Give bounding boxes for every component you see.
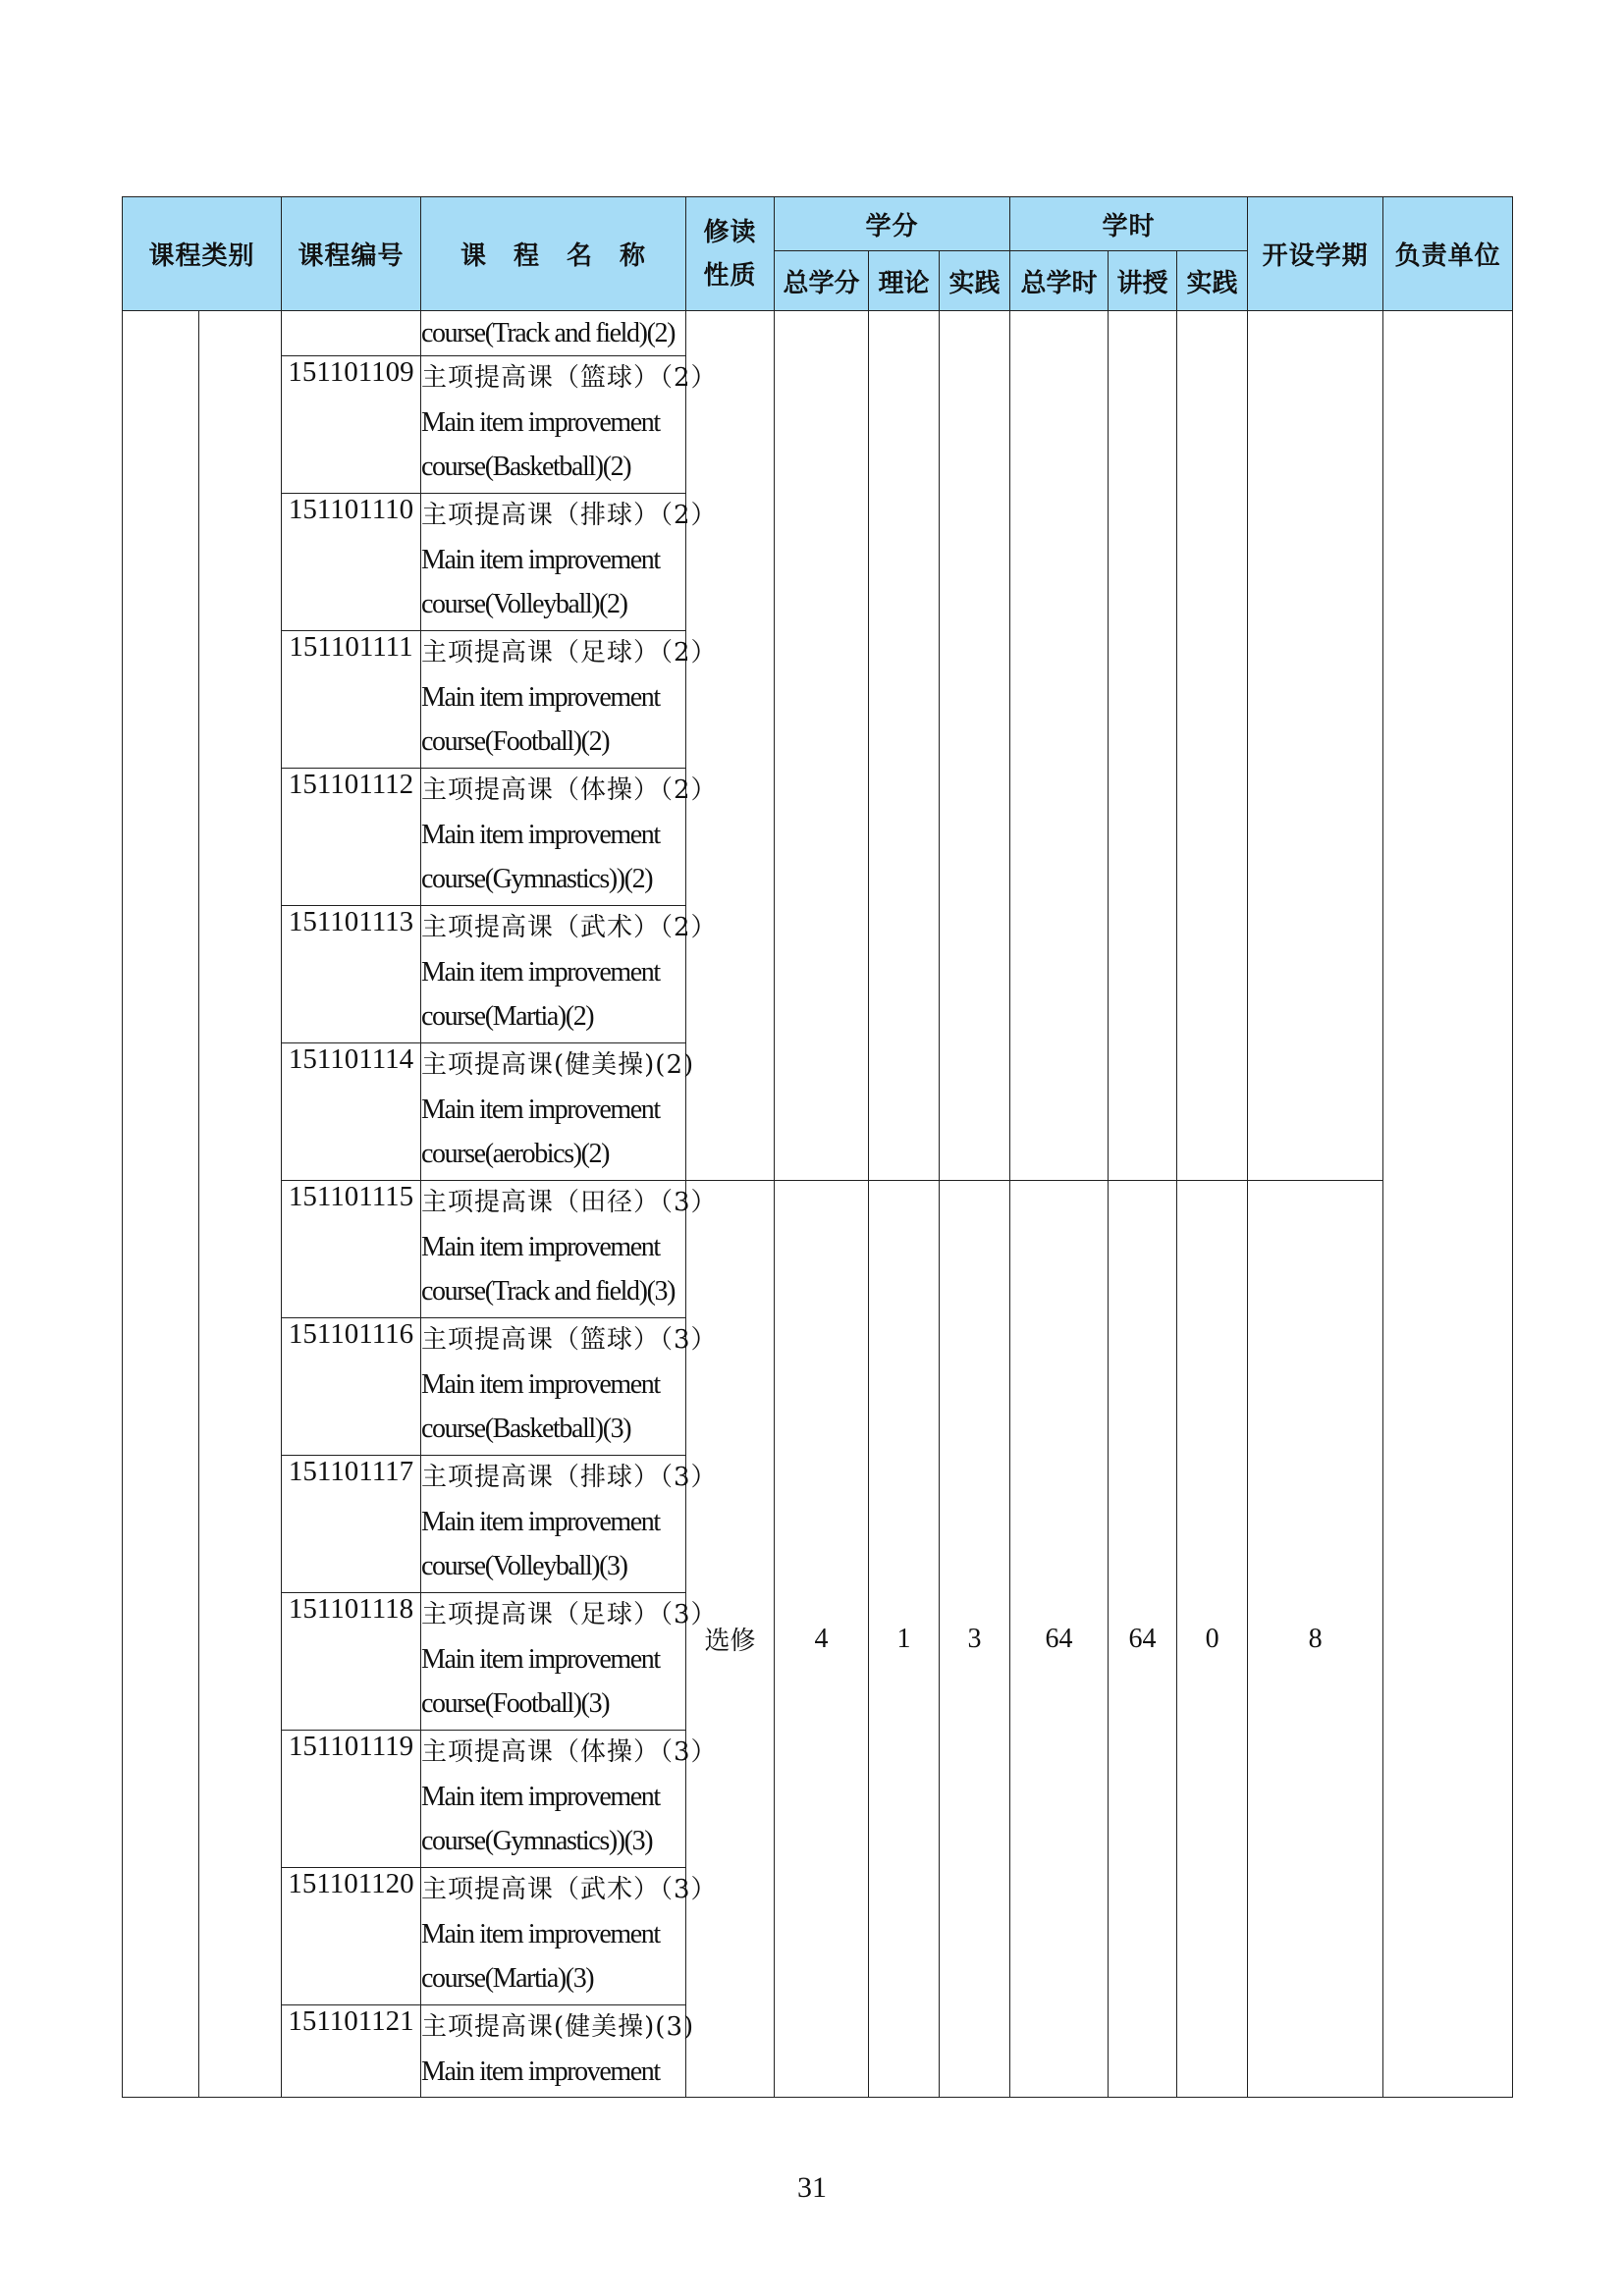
course-code: 151101110 [282,494,421,631]
course-code: 151101121 [282,2005,421,2098]
course-code: 151101117 [282,1456,421,1593]
header-credits-total: 总学分 [775,251,869,311]
course-name-en: course(Basketball)(3) [421,1414,631,1444]
hours-lecture-cell [1109,311,1177,1181]
course-code: 151101118 [282,1593,421,1731]
credits-total-value: 4 [775,1181,869,2098]
hours-practice-value: 0 [1177,1181,1248,2098]
course-name-cn: 主项提高课（体操）（2） [421,775,718,805]
course-name-en: course(Track and field)(3) [421,1276,676,1307]
subcategory-cell [199,311,282,2098]
course-name-cell [421,356,718,494]
credits-theory-value: 1 [869,1181,940,2098]
course-name-en: course(Volleyball)(2) [421,589,627,619]
credits-practice-value: 3 [940,1181,1010,2098]
course-name-en: Main item improvement [421,1095,660,1125]
course-name-en: Main item improvement [421,1919,660,1949]
course-name-cn: 主项提高课（排球）（2） [421,501,718,530]
credits-total-cell [775,311,869,1181]
course-name-cn: 主项提高课（篮球）（2） [421,363,718,393]
course-name-cell [421,1593,718,1731]
course-name-cell [421,631,718,769]
header-hours: 学时 [1010,197,1248,251]
course-name-en: Main item improvement [421,2056,660,2087]
course-name-cn: 主项提高课（足球）（3） [421,1600,718,1629]
course-code: 151101120 [282,1868,421,2005]
course-code: 151101114 [282,1043,421,1181]
course-name-en: course(aerobics)(2) [421,1139,610,1169]
header-credits-practice: 实践 [940,251,1010,311]
page-number: 31 [797,2171,827,2204]
course-code: 151101119 [282,1731,421,1868]
course-name-en: Main item improvement [421,545,660,575]
course-code: 151101109 [282,356,421,494]
course-name-cell [421,1043,695,1181]
course-name-cn: 主项提高课（武术）（3） [421,1875,718,1904]
credits-practice-cell [940,311,1010,1181]
course-code: 151101116 [282,1318,421,1456]
course-name-en: Main item improvement [421,407,660,438]
course-name-en: course(Gymnastics))(3) [421,1826,653,1856]
semester-value: 8 [1248,1181,1383,2098]
course-name-en: course(Basketball)(2) [421,452,631,482]
course-code: 151101112 [282,769,421,906]
header-course-code: 课程编号 [282,197,421,311]
course-name-cell [421,311,686,356]
course-name-en: course(Volleyball)(3) [421,1551,627,1581]
course-name-cell [421,2005,695,2098]
course-name-en: course(Track and field)(2) [421,318,676,348]
header-hours-total: 总学时 [1010,251,1109,311]
course-name-cn: 主项提高课（武术）（2） [421,913,718,942]
course-name-cell [421,494,718,631]
course-name-en: Main item improvement [421,820,660,850]
course-name-cn: 主项提高课（体操）（3） [421,1737,718,1767]
nature-cell [686,311,775,1181]
course-name-en: Main item improvement [421,1507,660,1537]
course-name-cell [421,1456,718,1593]
course-name-cn: 主项提高课(健美操)(2) [421,1050,695,1080]
course-name-cell [421,1318,718,1456]
course-name-cn: 主项提高课（排球）（3） [421,1463,718,1492]
course-name-en: Main item improvement [421,682,660,713]
course-code: 151101111 [282,631,421,769]
course-name-cn: 主项提高课（足球）（2） [421,638,718,667]
course-name-en: course(Gymnastics))(2) [421,864,653,894]
course-name-cn: 主项提高课(健美操)(3) [421,2012,695,2042]
course-name-cell [421,906,718,1043]
header-course-name: 课 程 名 称 [421,197,686,311]
course-name-en: Main item improvement [421,1644,660,1675]
course-name-en: course(Football)(2) [421,726,610,757]
category-cell [123,311,199,2098]
course-code: 151101113 [282,906,421,1043]
hours-practice-cell [1177,311,1248,1181]
course-name-cn: 主项提高课（田径）（3） [421,1188,718,1217]
course-name-cell [421,1731,718,1868]
course-name-cell [421,1181,718,1318]
course-name-en: course(Martia)(2) [421,1001,594,1032]
header-department: 负责单位 [1383,197,1513,311]
header-nature: 修读性质 [686,197,775,311]
table-row [123,311,1513,356]
hours-total-cell [1010,311,1109,1181]
course-name-en: Main item improvement [421,957,660,988]
nature-value: 选修 [686,1181,775,2098]
credits-theory-cell [869,311,940,1181]
course-name-en: course(Martia)(3) [421,1963,594,1994]
course-code-cell [282,311,421,356]
hours-total-value: 64 [1010,1181,1109,2098]
header-credits: 学分 [775,197,1010,251]
header-credits-theory: 理论 [869,251,940,311]
header-hours-practice: 实践 [1177,251,1248,311]
department-cell [1383,311,1513,2098]
header-hours-lecture: 讲授 [1109,251,1177,311]
semester-cell [1248,311,1383,1181]
course-name-cell [421,769,718,906]
course-name-en: course(Football)(3) [421,1688,610,1719]
table-row [123,1181,1513,1318]
header-category: 课程类别 [123,197,282,311]
table-body [123,311,1513,2098]
course-name-en: Main item improvement [421,1232,660,1262]
table-header [123,197,1513,311]
course-name-cell [421,1868,718,2005]
course-code: 151101115 [282,1181,421,1318]
course-name-en: Main item improvement [421,1369,660,1400]
hours-lecture-value: 64 [1109,1181,1177,2098]
header-semester: 开设学期 [1248,197,1383,311]
course-name-en: Main item improvement [421,1782,660,1812]
curriculum-table [122,196,1513,2098]
course-name-cn: 主项提高课（篮球）（3） [421,1325,718,1355]
